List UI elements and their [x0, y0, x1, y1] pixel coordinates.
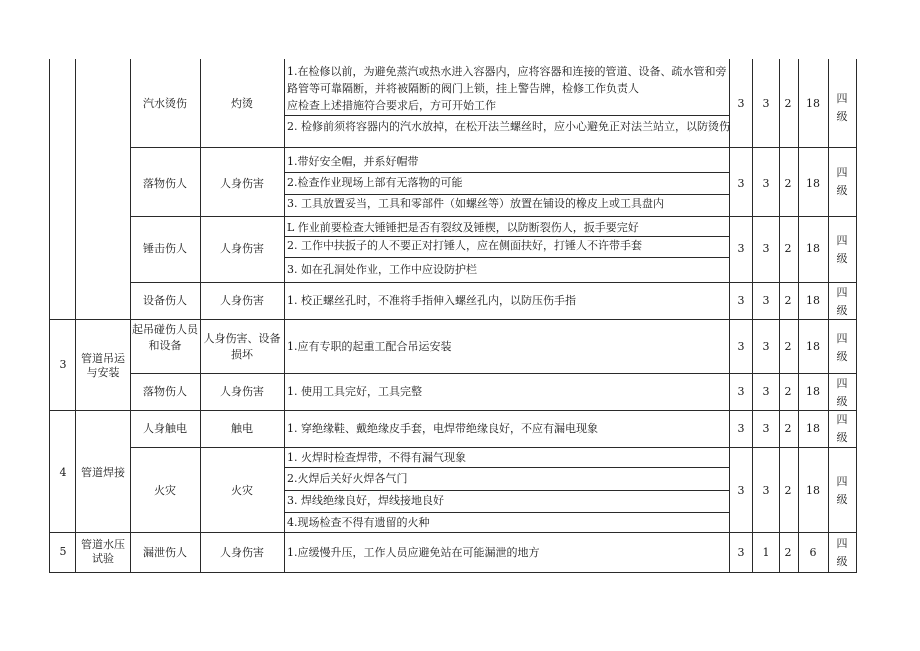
- score-D: 18: [806, 177, 820, 190]
- column-divider: [284, 59, 285, 572]
- risk-level: 四级: [836, 92, 848, 123]
- measure-text: 2. 检修前须将容器内的汽水放掉，在松开法兰螺丝时，应小心避免正对法兰站立，以防烫伤: [287, 120, 730, 133]
- score-E: 3: [762, 177, 770, 190]
- score-E: 3: [762, 294, 770, 307]
- row-divider: [130, 447, 857, 448]
- hazard-name: 锤击伤人: [143, 242, 187, 255]
- risk-level: 四级: [836, 332, 848, 363]
- score-D: 18: [806, 340, 820, 353]
- process-name: 管道吊运与安装: [81, 352, 125, 379]
- score-L: 3: [737, 340, 745, 353]
- hazard-name: 落物伤人: [143, 385, 187, 398]
- score-C: 2: [784, 97, 792, 110]
- table-border-left: [49, 59, 50, 572]
- score-C: 2: [784, 546, 792, 559]
- measure-text: 1.应有专职的起重工配合吊运安装: [287, 340, 452, 353]
- risk-level: 四级: [836, 286, 848, 317]
- column-divider: [75, 59, 76, 572]
- measure-text: 1. 火焊时检查焊带，不得有漏气现象: [287, 451, 466, 464]
- score-L: 3: [737, 422, 745, 435]
- column-divider: [828, 59, 829, 572]
- consequence: 灼烫: [231, 97, 253, 110]
- row-divider: [130, 373, 857, 374]
- score-L: 3: [737, 242, 745, 255]
- consequence: 人身伤害、设备损坏: [203, 332, 281, 361]
- risk-level: 四级: [836, 166, 848, 197]
- row-divider: [49, 532, 857, 533]
- hazard-name: 漏泄伤人: [143, 546, 187, 559]
- table-border-bottom: [49, 572, 857, 573]
- score-L: 3: [737, 177, 745, 190]
- score-E: 3: [762, 97, 770, 110]
- process-name: 管道水压试验: [81, 538, 125, 565]
- measure-text: 1.在检修以前，为避免蒸汽或热水进入容器内，应将容器和连接的管道、设备、疏水管和旁: [287, 65, 727, 78]
- score-C: 2: [784, 422, 792, 435]
- risk-level: 四级: [836, 377, 848, 408]
- consequence: 触电: [231, 422, 253, 435]
- measure-divider: [284, 115, 730, 116]
- hazard-name: 人身触电: [143, 422, 187, 435]
- consequence: 人身伤害: [220, 546, 264, 559]
- row-number: 5: [59, 545, 67, 558]
- score-D: 18: [806, 422, 820, 435]
- measure-text: 路管等可靠隔断，并将被隔断的阀门上锁，挂上警告牌，检修工作负责人: [287, 82, 639, 95]
- hazard-name: 设备伤人: [143, 294, 187, 307]
- score-E: 3: [762, 340, 770, 353]
- measure-text: 3. 如在孔洞处作业，工作中应设防护栏: [287, 263, 477, 276]
- score-C: 2: [784, 385, 792, 398]
- score-D: 18: [806, 484, 820, 497]
- column-divider: [729, 59, 730, 572]
- process-name: 管道焊接: [81, 466, 125, 479]
- measure-text: L 作业前要检查大锤锤把是否有裂纹及锤楔，以防断裂伤人，扳手要完好: [287, 221, 639, 234]
- consequence: 火灾: [231, 484, 253, 497]
- row-divider: [130, 282, 857, 283]
- measure-divider: [284, 512, 730, 513]
- measure-text: 1. 使用工具完好，工具完整: [287, 385, 422, 398]
- score-L: 3: [737, 97, 745, 110]
- measure-text: 3. 焊线绝缘良好，焊线接地良好: [287, 494, 444, 507]
- measure-divider: [284, 467, 730, 468]
- score-D: 18: [806, 385, 820, 398]
- measure-divider: [284, 194, 730, 195]
- measure-text: 1.带好安全帽，并系好帽带: [287, 155, 419, 168]
- column-divider: [752, 59, 753, 572]
- measure-text: 2.火焊后关好火焊各气门: [287, 472, 408, 485]
- measure-text: 3. 工具放置妥当，工具和零部件（如螺丝等）放置在铺设的橡皮上或工具盘内: [287, 197, 664, 210]
- score-D: 6: [809, 546, 817, 559]
- score-E: 3: [762, 385, 770, 398]
- score-E: 3: [762, 484, 770, 497]
- score-E: 3: [762, 242, 770, 255]
- score-E: 3: [762, 422, 770, 435]
- score-L: 3: [737, 385, 745, 398]
- score-D: 18: [806, 294, 820, 307]
- measure-divider: [284, 490, 730, 491]
- row-number: 3: [59, 358, 67, 371]
- risk-level: 四级: [836, 413, 848, 444]
- consequence: 人身伤害: [220, 242, 264, 255]
- risk-level: 四级: [836, 234, 848, 265]
- hazard-name: 落物伤人: [143, 177, 187, 190]
- column-divider: [779, 59, 780, 572]
- measure-divider: [284, 257, 730, 258]
- hazard-name: 汽水烫伤: [143, 97, 187, 110]
- consequence: 人身伤害: [220, 177, 264, 190]
- row-number: 4: [59, 466, 67, 479]
- score-D: 18: [806, 97, 820, 110]
- measure-text: 1. 校正螺丝孔时，不准将手指伸入螺丝孔内，以防压伤手指: [287, 294, 576, 307]
- consequence: 人身伤害: [220, 294, 264, 307]
- measure-text: 2. 工作中扶扳子的人不要正对打锤人，应在侧面扶好，打锤人不许带手套: [287, 239, 642, 252]
- measure-text: 2.检查作业现场上部有无落物的可能: [287, 176, 463, 189]
- measure-divider: [284, 236, 730, 237]
- risk-level: 四级: [836, 537, 848, 568]
- score-C: 2: [784, 294, 792, 307]
- score-C: 2: [784, 242, 792, 255]
- row-divider: [130, 147, 857, 148]
- consequence: 人身伤害: [220, 385, 264, 398]
- measure-text: 4.现场检查不得有遗留的火种: [287, 516, 430, 529]
- score-L: 3: [737, 546, 745, 559]
- measure-text: 应检查上述措施符合要求后，方可开始工作: [287, 99, 496, 112]
- score-D: 18: [806, 242, 820, 255]
- table-border-right: [856, 59, 857, 572]
- row-divider: [130, 216, 857, 217]
- score-L: 3: [737, 294, 745, 307]
- column-divider: [130, 59, 131, 572]
- hazard-name: 起吊碰伤人员和设备: [132, 323, 198, 352]
- hazard-name: 火灾: [154, 484, 176, 497]
- measure-divider: [284, 172, 730, 173]
- row-divider: [49, 319, 857, 320]
- score-C: 2: [784, 484, 792, 497]
- row-divider: [49, 410, 857, 411]
- column-divider: [200, 59, 201, 572]
- measure-text: 1. 穿绝缘鞋、戴绝缘皮手套，电焊带绝缘良好，不应有漏电现象: [287, 422, 598, 435]
- risk-level: 四级: [836, 475, 848, 506]
- score-C: 2: [784, 177, 792, 190]
- measure-text: 1.应缓慢升压，工作人员应避免站在可能漏泄的地方: [287, 546, 540, 559]
- score-L: 3: [737, 484, 745, 497]
- score-E: 1: [762, 546, 770, 559]
- column-divider: [798, 59, 799, 572]
- score-C: 2: [784, 340, 792, 353]
